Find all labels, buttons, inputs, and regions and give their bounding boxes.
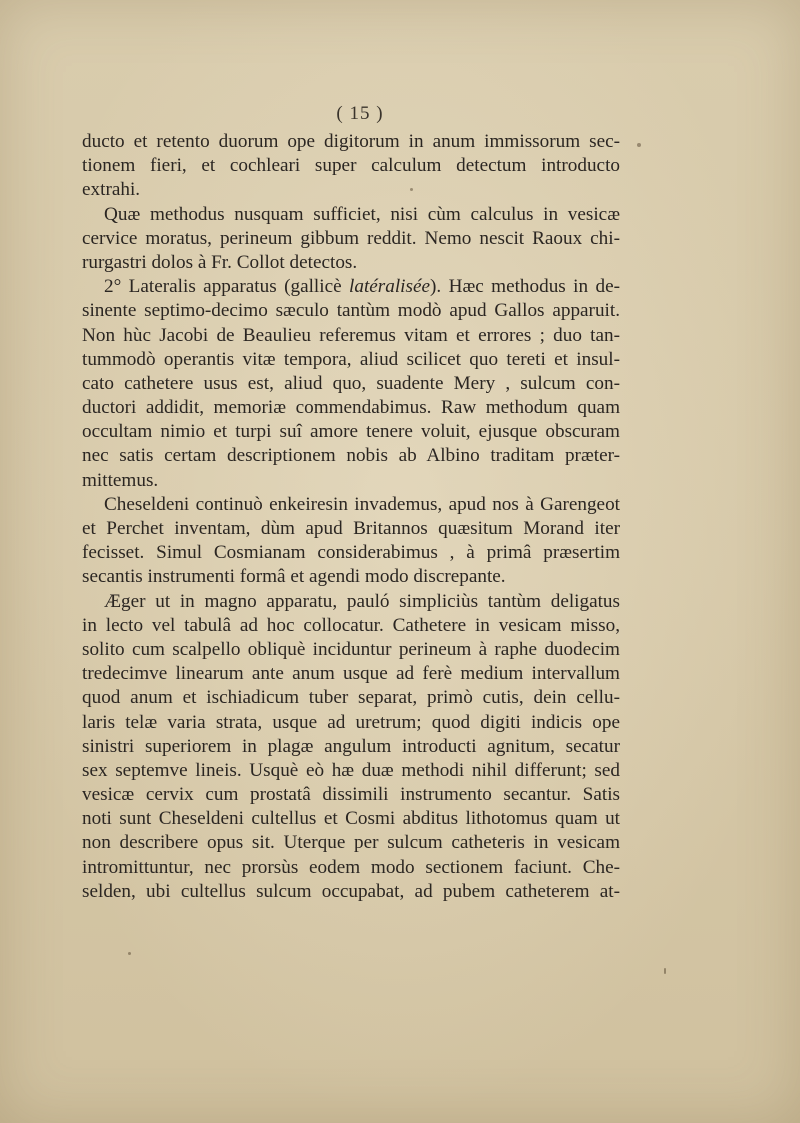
text-line: mittemus. <box>82 469 159 491</box>
text-line: Cheseldeni continuò enkeiresin invademus, apud nos à Garengeot <box>104 493 620 515</box>
text-line: non describere opus sit. Uterque per sulcum catheteris in vesicam <box>82 832 620 854</box>
paper-speck <box>128 952 131 955</box>
paper-speck <box>410 188 413 191</box>
text-line: in lecto vel tabulâ ad hoc collocatur. Cathetere in vesicam misso, <box>82 614 620 636</box>
text-line: occultam nimio et turpi suî amore tenere voluit, ejusque obscuram <box>82 421 620 443</box>
text-line: laris telæ varia strata, usque ad uretrum; quod digiti indicis ope <box>82 711 620 733</box>
italic-term: latéralisée <box>349 276 431 298</box>
text-line: intromittuntur, nec prorsùs eodem modo sectionem faciunt. Che- <box>82 856 620 878</box>
paper-speck <box>637 143 641 147</box>
body-text <box>82 130 620 904</box>
text-line: extrahi. <box>82 179 141 201</box>
text-line: cato cathetere usus est, aliud quo, suadente Mery , sulcum con- <box>82 372 620 394</box>
text-line: selden, ubi cultellus sulcum occupabat, ad pubem catheterem at- <box>82 880 620 902</box>
text-line: et Perchet inventam, dùm apud Britannos quæsitum Morand iter <box>82 518 620 539</box>
text-line: quod anum et ischiadicum tuber separat, primò cutis, dein cellu- <box>82 687 620 709</box>
text-line: tionem fieri, et cochleari super calculum detectum introducto <box>82 155 620 177</box>
text-line: sinente septimo-decimo sæculo tantùm modò apud Gallos apparuit. <box>82 300 620 322</box>
page-number: ( 15 ) <box>336 103 384 124</box>
text-line: ductori addidit, memoriæ commendabimus. Raw methodum quam <box>82 397 620 419</box>
text-line: cervice moratus, perineum gibbum reddit. Nemo nescit Raoux chi- <box>82 227 620 249</box>
paper-speck <box>664 968 666 974</box>
text-line: 2° Lateralis apparatus (gallicè latéralisée). Hæc methodus in de- <box>104 276 620 298</box>
text-line: Æger ut in magno apparatu, pauló simpliciùs tantùm deligatus <box>104 590 620 612</box>
text-line: fecisset. Simul Cosmianam considerabimus , à primâ præsertim <box>82 542 620 564</box>
text-line: sex septemve lineis. Usquè eò hæ duæ methodi nihil differunt; sed <box>82 759 620 781</box>
text-line: noti sunt Cheseldeni cultellus et Cosmi abditus lithotomus quam ut <box>82 808 620 830</box>
text-line: rurgastri dolos à Fr. Collot detectos. <box>82 251 358 273</box>
text-line: nec satis certam descriptionem nobis ab Albino traditam præter- <box>82 445 620 467</box>
text-line: Quæ methodus nusquam sufficiet, nisi cùm calculus in vesicæ <box>104 203 620 225</box>
text-line: Non hùc Jacobi de Beaulieu referemus vitam et errores ; duo tan- <box>82 324 620 346</box>
text-line: vesicæ cervix cum prostatâ dissimili instrumento secantur. Satis <box>82 784 620 806</box>
text-line: secantis instrumenti formâ et agendi modo discrepante. <box>82 566 506 588</box>
text-line: tredecimve linearum ante anum usque ad ferè medium intervallum <box>82 663 620 685</box>
text-line: tummodò operantis vitæ tempora, aliud scilicet quo tereti et insul- <box>82 348 620 370</box>
text-line: ducto et retento duorum ope digitorum in anum immissorum sec- <box>82 131 620 152</box>
text-line: solito cum scalpello obliquè inciduntur perineum à raphe duodecim <box>82 638 620 660</box>
text-line: sinistri superiorem in plagæ angulum introducti agnitum, secatur <box>82 735 620 757</box>
